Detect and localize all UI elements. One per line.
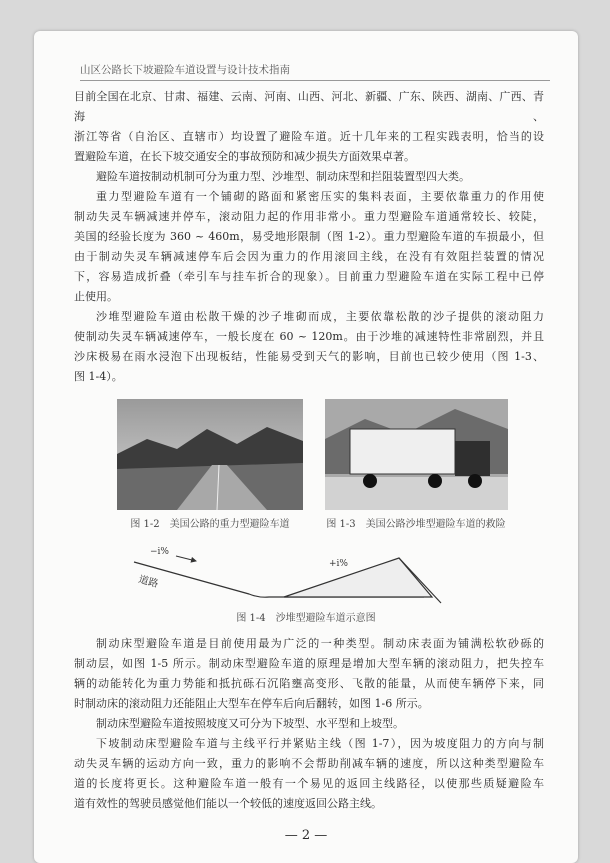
text-line: 使制动失灵车辆减速停车，一般长度在 60 ~ 120m。由于沙堆的减速特性非常剧烈，并且 — [74, 330, 544, 343]
text-line: 避险车道按制动机制可分为重力型、沙堆型、制动床型和拦阻装置型四大类。 — [96, 170, 470, 183]
running-head: 山区公路长下坡避险车道设置与设计技术指南 — [80, 64, 290, 76]
text-line: 止使用。 — [74, 290, 118, 303]
text-line: 下，容易造成折叠（牵引车与挂车折合的现象）。目前重力型避险车道在实际工程中已停 — [74, 270, 544, 283]
book-page — [34, 31, 578, 863]
text-line: 沙床极易在雨水浸泡下出现板结，性能易受到天气的影响，目前也已较少使用（图 1-3、 — [74, 350, 544, 363]
figure-1-2 — [117, 399, 303, 532]
text-line: 道的长度将更长。这种避险车道一般有一个易见的返回主线路径，以使那些质疑避险车 — [74, 777, 544, 790]
figure-1-3-caption: 图 1-3 美国公路沙堆型避险车道的救险 — [326, 519, 506, 530]
page-number: — 2 — — [284, 828, 328, 843]
text-line: 辆的动能转化为重力势能和抵抗砾石沉陷壅高变形、飞散的能量，从而使车辆停下来，同 — [74, 677, 544, 690]
photo-sand-ramp-truck-rescue — [325, 399, 508, 510]
text-line: 沙堆型避险车道由松散干燥的沙子堆砌而成，主要依靠松散的沙子提供的滚动阻力 — [96, 310, 544, 323]
text-block-lower — [74, 634, 544, 814]
photo-gravity-escape-ramp — [117, 399, 303, 510]
text-line: 置避险车道，在长下坡交通安全的事故预防和减少损失方面效果卓著。 — [74, 150, 415, 163]
sand-ramp-diagram — [124, 540, 484, 604]
figure-1-4-caption: 图 1-4 沙堆型避险车道示意图 — [236, 613, 376, 624]
text-block-upper — [74, 87, 544, 387]
header-rule — [80, 80, 550, 81]
text-line: 下坡制动床型避险车道与主线平行并紧贴主线（图 1-7），因为坡度阻力的方向与制 — [96, 737, 544, 750]
text-line: 动失灵车辆的运动方向一致，重力的影响不会帮助削减车辆的速度，所以这种类型避险车 — [74, 757, 544, 770]
figure-1-2-caption: 图 1-2 美国公路的重力型避险车道 — [130, 519, 290, 530]
text-line: 制动失灵车辆减速并停车，滚动阻力起的作用非常小。重力型避险车道通常较长、较陡， — [74, 210, 544, 223]
text-line: 目前全国在北京、甘肃、福建、云南、河南、山西、河北、新疆、广东、陕西、湖南、广西、青海、 — [74, 90, 544, 123]
text-line: 制动床型避险车道是目前使用最为广泛的一种类型。制动床表面为铺满松软砂砾的 — [96, 637, 544, 650]
diagram-road-label: 道路 — [137, 574, 160, 591]
text-line: 美国的经验长度为 360 ~ 460m，易受地形限制（图 1-2）。重力型避险车道的车损最小，但 — [74, 230, 544, 243]
photo-row — [117, 399, 509, 532]
text-line: 浙江等省（自治区、直辖市）均设置了避险车道。近十几年来的工程实践表明，恰当的设 — [74, 130, 544, 143]
text-line: 重力型避险车道有一个铺砌的路面和紧密压实的集料表面，主要依靠重力的作用使 — [96, 190, 544, 203]
figure-1-3 — [323, 399, 509, 532]
text-line: 时制动床的滚动阻力还能阻止大型车在停车后向后翻转，如图 1-6 所示。 — [74, 697, 429, 710]
text-line: 道有效性的驾驶员感觉他们能以一个较低的速度返回公路主线。 — [74, 797, 382, 810]
text-line: 图 1-4）。 — [74, 370, 123, 383]
diagram-grade-up-label: +i% — [329, 559, 348, 569]
text-line: 由于制动失灵车辆减速停车后会因为重力的作用滚回主线，在没有有效阻拦装置的情况 — [74, 250, 544, 263]
diagram-grade-down-label: −i% — [150, 547, 169, 557]
text-line: 制动层，如图 1-5 所示。制动床型避险车道的原理是增加大型车辆的滚动阻力，把失控车 — [74, 657, 544, 670]
text-line: 制动床型避险车道按照坡度又可分为下坡型、水平型和上坡型。 — [96, 717, 404, 730]
